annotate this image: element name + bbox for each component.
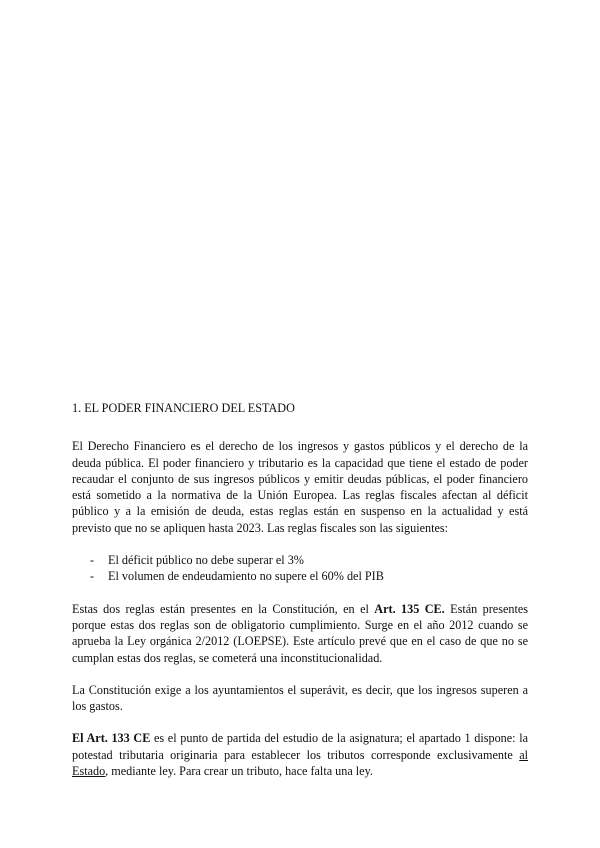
fiscal-rules-list — [72, 552, 528, 585]
list-item-text: El déficit público no debe superar el 3% — [108, 553, 304, 568]
section-heading: 1. EL PODER FINANCIERO DEL ESTADO — [72, 401, 295, 415]
text-run: Estas dos reglas están presentes en la Constitución, en el — [72, 601, 375, 616]
list-item-text: El volumen de endeudamiento no supere el 60% del PIB — [108, 569, 384, 584]
bold-reference: El Art. 133 CE — [72, 731, 151, 746]
list-bullet: - — [90, 569, 95, 584]
text-run: Están presentes porque estas dos reglas son de obligatorio cumplimiento. Surge en el año 2012 cuando se aprueba la Ley orgánica 2/2012 (LOEPSE). Este artículo prevé que en el caso de que no se cumplan estas dos reglas, se cometerá una inconstitucionalidad. — [72, 601, 528, 665]
text-run: , mediante ley. Para crear un tributo, hace falta una ley. — [105, 764, 373, 779]
paragraph-definition: El Derecho Financiero es el derecho de los ingresos y gastos públicos y el derecho de la deuda pública. El poder financiero y tributario es la capacidad que tiene el estado de poder recaudar el conjunto de sus ingresos públicos y emitir deudas públicas, el poder financiero está sometido a la normativa de la Unión Europea. Las reglas fiscales afectan al déficit público y a la emisión de deuda, estas reglas están en suspenso en la actualidad y está previsto que no se apliquen hasta 2023. Las reglas fiscales son las siguientes: — [72, 439, 528, 535]
underlined-text: al Estado — [72, 747, 528, 779]
paragraph-superavit: La Constitución exige a los ayuntamientos el superávit, es decir, que los ingresos superen a los gastos. — [72, 682, 528, 714]
list-bullet: - — [90, 553, 95, 568]
list-item — [90, 568, 528, 584]
bold-reference: Art. 135 CE. — [374, 601, 445, 616]
text-run: es el punto de partida del estudio de la asignatura; el apartado 1 dispone: la potestad tributaria originaria para establecer los tributos corresponde exclusivamente — [72, 731, 528, 762]
paragraph-art-135 — [72, 601, 528, 666]
paragraph-art-133 — [72, 730, 528, 779]
list-item — [90, 552, 528, 568]
document-body — [72, 400, 528, 779]
